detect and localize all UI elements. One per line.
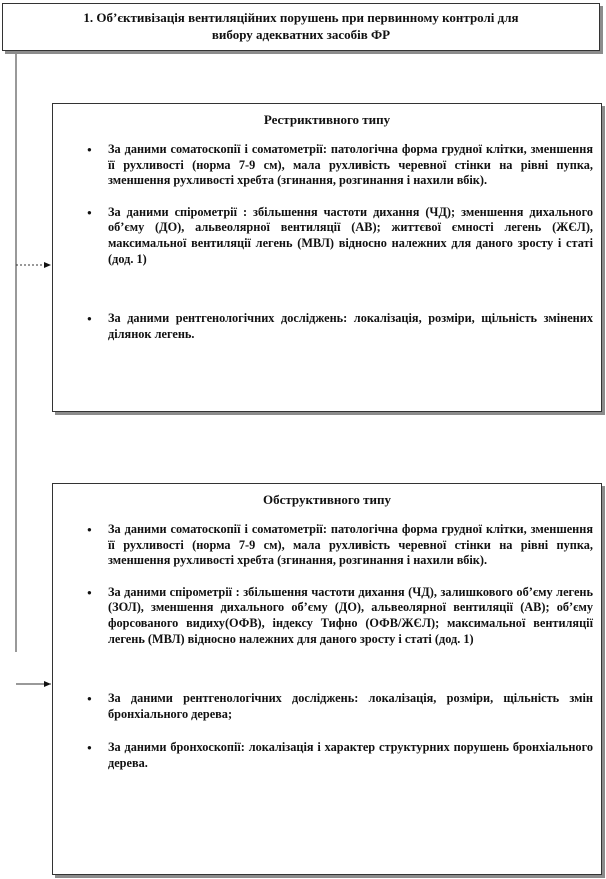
obstructive-type-title: Обструктивного типу <box>262 492 392 507</box>
header-title-line-2: вибору адекватних засобів ФР <box>211 27 391 42</box>
obstructive-type-box <box>52 483 602 875</box>
list-item: ● За даними рентгенологічних досліджень: локалізація, розміри, щільність змінених ділянок легень. <box>108 311 593 342</box>
list-item: ● За даними рентгенологічних досліджень: локалізація, розміри, щільність змін бронхіального дерева; <box>108 691 593 722</box>
restrictive-type-box <box>52 103 602 412</box>
list-item: ● За даними соматоскопії і соматометрії: патологічна форма грудної клітки, зменшення її рухливості (норма 7-9 см), мала рухливість черевної стінки на рівні пупка, зменшення рухливості хребта (згинання, розгинання і нахили вбік). <box>108 142 593 189</box>
list-item: ● За даними бронхоскопії: локалізація і характер структурних порушень бронхіального дерева. <box>108 740 593 771</box>
list-item: ● За даними соматоскопії і соматометрії: патологічна форма грудної клітки, зменшення її рухливості (норма 7-9 см), мала рухливість черевної стінки на рівні пупка, зменшення рухливості хребта (згинання, розгинання і нахили вбік). <box>108 522 593 569</box>
list-item: ● За даними спірометрії : збільшення частоти дихання (ЧД); зменшення дихального об’єму (ДО), альвеолярної вентиляції (АВ); життєвої ємності легень (ЖЄЛ), максимальної вентиляції легень (МВЛ) відносно належних для даного зросту і статі (дод. 1) <box>108 205 593 267</box>
obstructive-criteria-list <box>53 522 601 772</box>
header-box <box>2 3 600 51</box>
list-item: ● За даними спірометрії : збільшення частоти дихання (ЧД), залишкового об’єму легень (ЗОЛ), зменшення дихального об’єму (ДО), альвеолярної вентиляції (АВ); об’єму форсованого видиху(ОФВ), індексу Тифно (ОФВ/ЖЄЛ); максимальної вентиляції легень (МВЛ) відносно належних для даного зросту і статі (дод. 1) <box>108 585 593 647</box>
restrictive-criteria-list <box>53 142 601 342</box>
header-title-line-1: 1. Об’єктивізація вентиляційних порушень при первинному контролі для <box>83 10 519 25</box>
restrictive-type-title: Рестриктивного типу <box>263 112 391 127</box>
